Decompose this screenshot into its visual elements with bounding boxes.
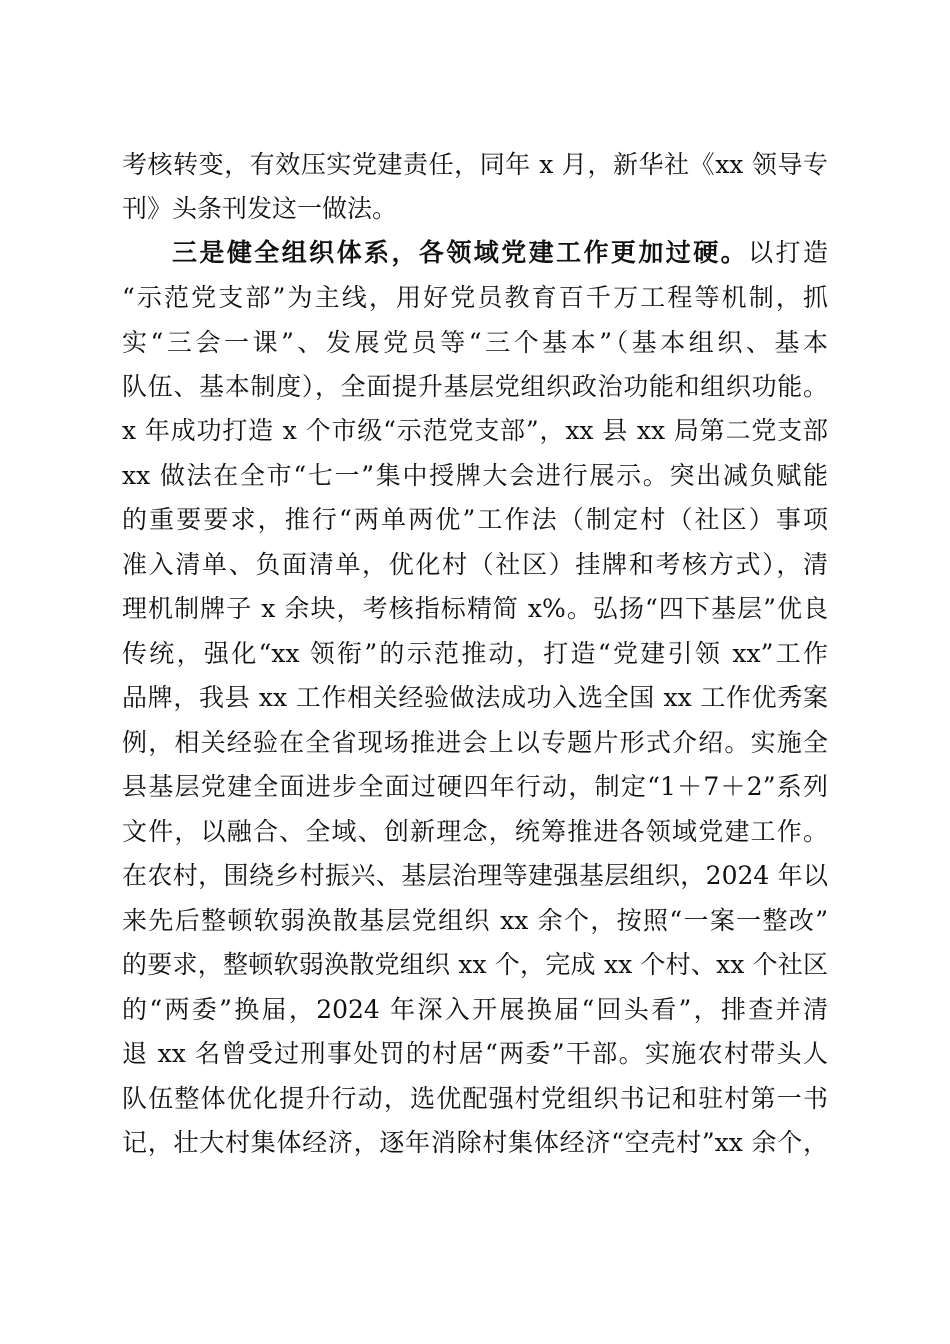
text-line: 在农村，围绕乡村振兴、基层治理等建强基层组织，2024 年以 [122, 861, 828, 890]
text-line: xx 做法在全市“七一”集中授牌大会进行展示。突出减负赋能 [122, 461, 828, 490]
text-line: 县基层党建全面进步全面过硬四年行动，制定“1＋7＋2”系列 [122, 772, 828, 801]
text-line: 实“三会一课”、发展党员等“三个基本”（基本组织、基本 [122, 328, 828, 357]
text-line: 记，壮大村集体经济，逐年消除村集体经济“空壳村”xx 余个， [122, 1128, 828, 1157]
text-line: 队伍整体优化提升行动，选优配强村党组织书记和驻村第一书 [122, 1084, 828, 1113]
text-line: 考核转变，有效压实党建责任，同年 x 月，新华社《xx 领导专 [122, 150, 828, 179]
paragraph-heading-line [172, 233, 828, 273]
text-line: 的“两委”换届，2024 年深入开展换届“回头看”，排查并清 [122, 995, 828, 1024]
text-line: 文件，以融合、全域、创新理念，统筹推进各领域党建工作。 [122, 817, 828, 846]
text-line: 队伍、基本制度），全面提升基层党组织政治功能和组织功能。 [122, 372, 828, 401]
text-line: 准入清单、负面清单，优化村（社区）挂牌和考核方式），清 [122, 550, 828, 579]
text-line: 理机制牌子 x 余块，考核指标精简 x%。弘扬“四下基层”优良 [122, 594, 828, 623]
text-line: 例，相关经验在全省现场推进会上以专题片形式介绍。实施全 [122, 728, 828, 757]
text-line: 的要求，整顿软弱涣散党组织 xx 个，完成 xx 个村、xx 个社区 [122, 950, 828, 979]
text-line: 刊》头条刊发这一做法。 [122, 194, 398, 223]
text-line: 品牌，我县 xx 工作相关经验做法成功入选全国 xx 工作优秀案 [122, 683, 828, 712]
text-span: 以打造 [748, 238, 828, 267]
text-line: 退 xx 名曾受过刑事处罚的村居“两委”干部。实施农村带头人 [122, 1039, 828, 1068]
text-line: 来先后整顿软弱涣散基层党组织 xx 余个，按照“一案一整改” [122, 906, 828, 935]
section-heading: 三是健全组织体系，各领域党建工作更加过硬。 [172, 238, 749, 267]
text-line: 传统，强化“xx 领衔”的示范推动，打造“党建引领 xx”工作 [122, 639, 828, 668]
text-line: x 年成功打造 x 个市级“示范党支部”，xx 县 xx 局第二党支部 [122, 416, 828, 445]
text-line: “示范党支部”为主线，用好党员教育百千万工程等机制，抓 [122, 283, 828, 312]
text-line: 的重要要求，推行“两单两优”工作法（制定村（社区）事项 [122, 505, 828, 534]
